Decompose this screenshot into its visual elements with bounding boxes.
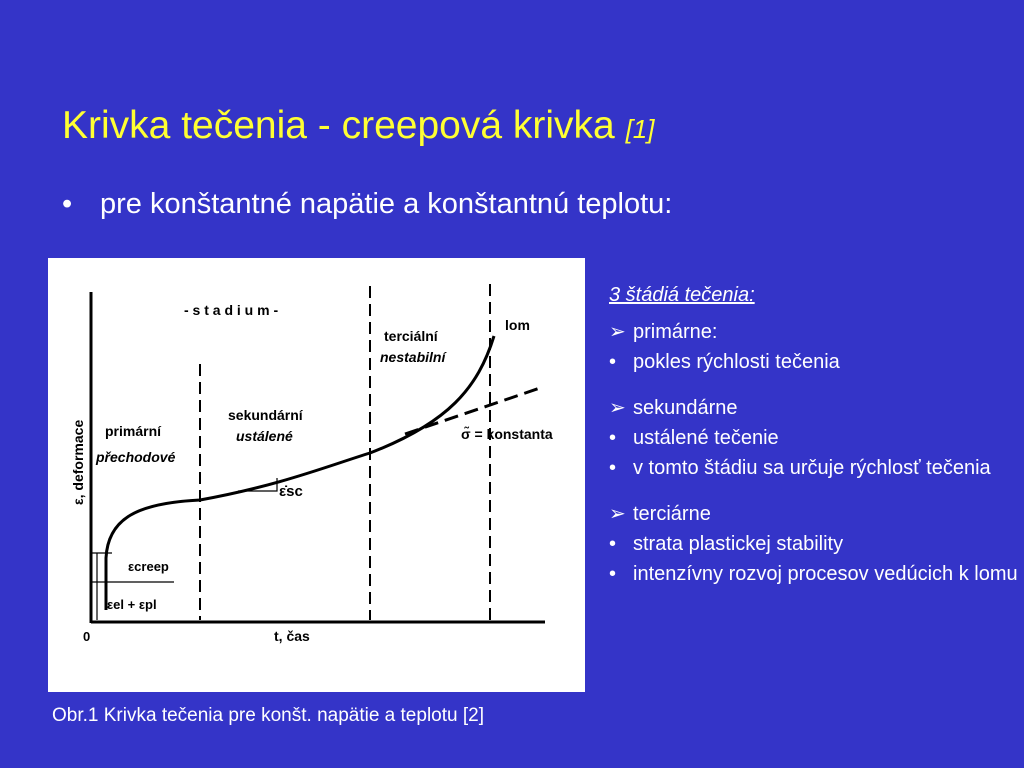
slide-title-reference: [1]	[625, 114, 655, 144]
intro-text: pre konštantné napätie a konštantnú teplotu:	[100, 188, 673, 220]
fracture-label: lom	[505, 317, 530, 333]
stage-tertiary-detail-text: strata plastickej stability	[633, 533, 844, 555]
sigma-constant-label: σ̃ = konstanta	[461, 426, 553, 442]
epsilon-creep-label: εcreep	[128, 559, 169, 574]
bullet-dot: •	[62, 188, 73, 220]
slide-title	[62, 104, 655, 148]
stage-primary-detail	[609, 347, 1019, 377]
dot-bullet-icon: •	[609, 533, 617, 555]
stage-primary-detail-text: pokles rýchlosti tečenia	[633, 351, 840, 373]
origin-label: 0	[83, 629, 91, 644]
stage-tertiary-detail	[609, 559, 1019, 589]
x-axis-label: t, čas	[274, 628, 310, 644]
stage-secondary-detail-text: v tomto štádiu sa určuje rýchlosť tečenia	[633, 457, 991, 479]
stage-tertiary-text: terciárne	[633, 503, 711, 525]
figure-caption: Obr.1 Krivka tečenia pre konšt. napätie a teplotu [2]	[52, 705, 484, 726]
epsilon-sc-label: ε̇sc	[279, 483, 303, 500]
stage-tertiary-label: terciální	[384, 328, 438, 344]
stage-secondary-detail-text: ustálené tečenie	[633, 427, 779, 449]
stages-list	[609, 284, 1019, 589]
stage-secondary-detail	[609, 453, 1019, 483]
stages-heading: 3 štádiá tečenia:	[609, 284, 755, 306]
dot-bullet-icon: •	[609, 457, 617, 479]
stage-secondary-sublabel: ustálené	[236, 428, 293, 444]
stage-primary-label: primární	[105, 423, 162, 439]
stage-secondary-text: sekundárne	[633, 397, 738, 419]
stage-primary-sublabel: přechodové	[96, 449, 176, 465]
stage-secondary-label: sekundární	[228, 407, 303, 423]
intro-bullet	[62, 188, 672, 221]
stage-primary-item	[609, 317, 1019, 347]
stage-tertiary-item	[609, 499, 1019, 529]
dot-bullet-icon: •	[609, 351, 617, 373]
dot-bullet-icon: •	[609, 427, 617, 449]
creep-curve-figure	[48, 258, 585, 692]
epsilon-el-pl-label: εel + εpl	[107, 597, 157, 612]
creep-curve-diagram	[48, 258, 585, 692]
arrow-bullet-icon: ➢	[609, 397, 626, 419]
stage-secondary-item	[609, 393, 1019, 423]
stage-tertiary-detail	[609, 529, 1019, 559]
stage-tertiary-sublabel: nestabilní	[380, 349, 446, 365]
stage-secondary-detail	[609, 423, 1019, 453]
arrow-bullet-icon: ➢	[609, 503, 626, 525]
dot-bullet-icon: •	[609, 563, 617, 585]
stage-tertiary-detail-text: intenzívny rozvoj procesov vedúcich k lomu	[633, 563, 1018, 585]
slide-title-main: Krivka tečenia - creepová krivka	[62, 104, 615, 147]
stage-primary-text: primárne:	[633, 321, 718, 343]
y-axis-label: ε, deformace	[70, 419, 86, 505]
stadium-header: - s t a d i u m -	[184, 302, 279, 318]
arrow-bullet-icon: ➢	[609, 321, 626, 343]
